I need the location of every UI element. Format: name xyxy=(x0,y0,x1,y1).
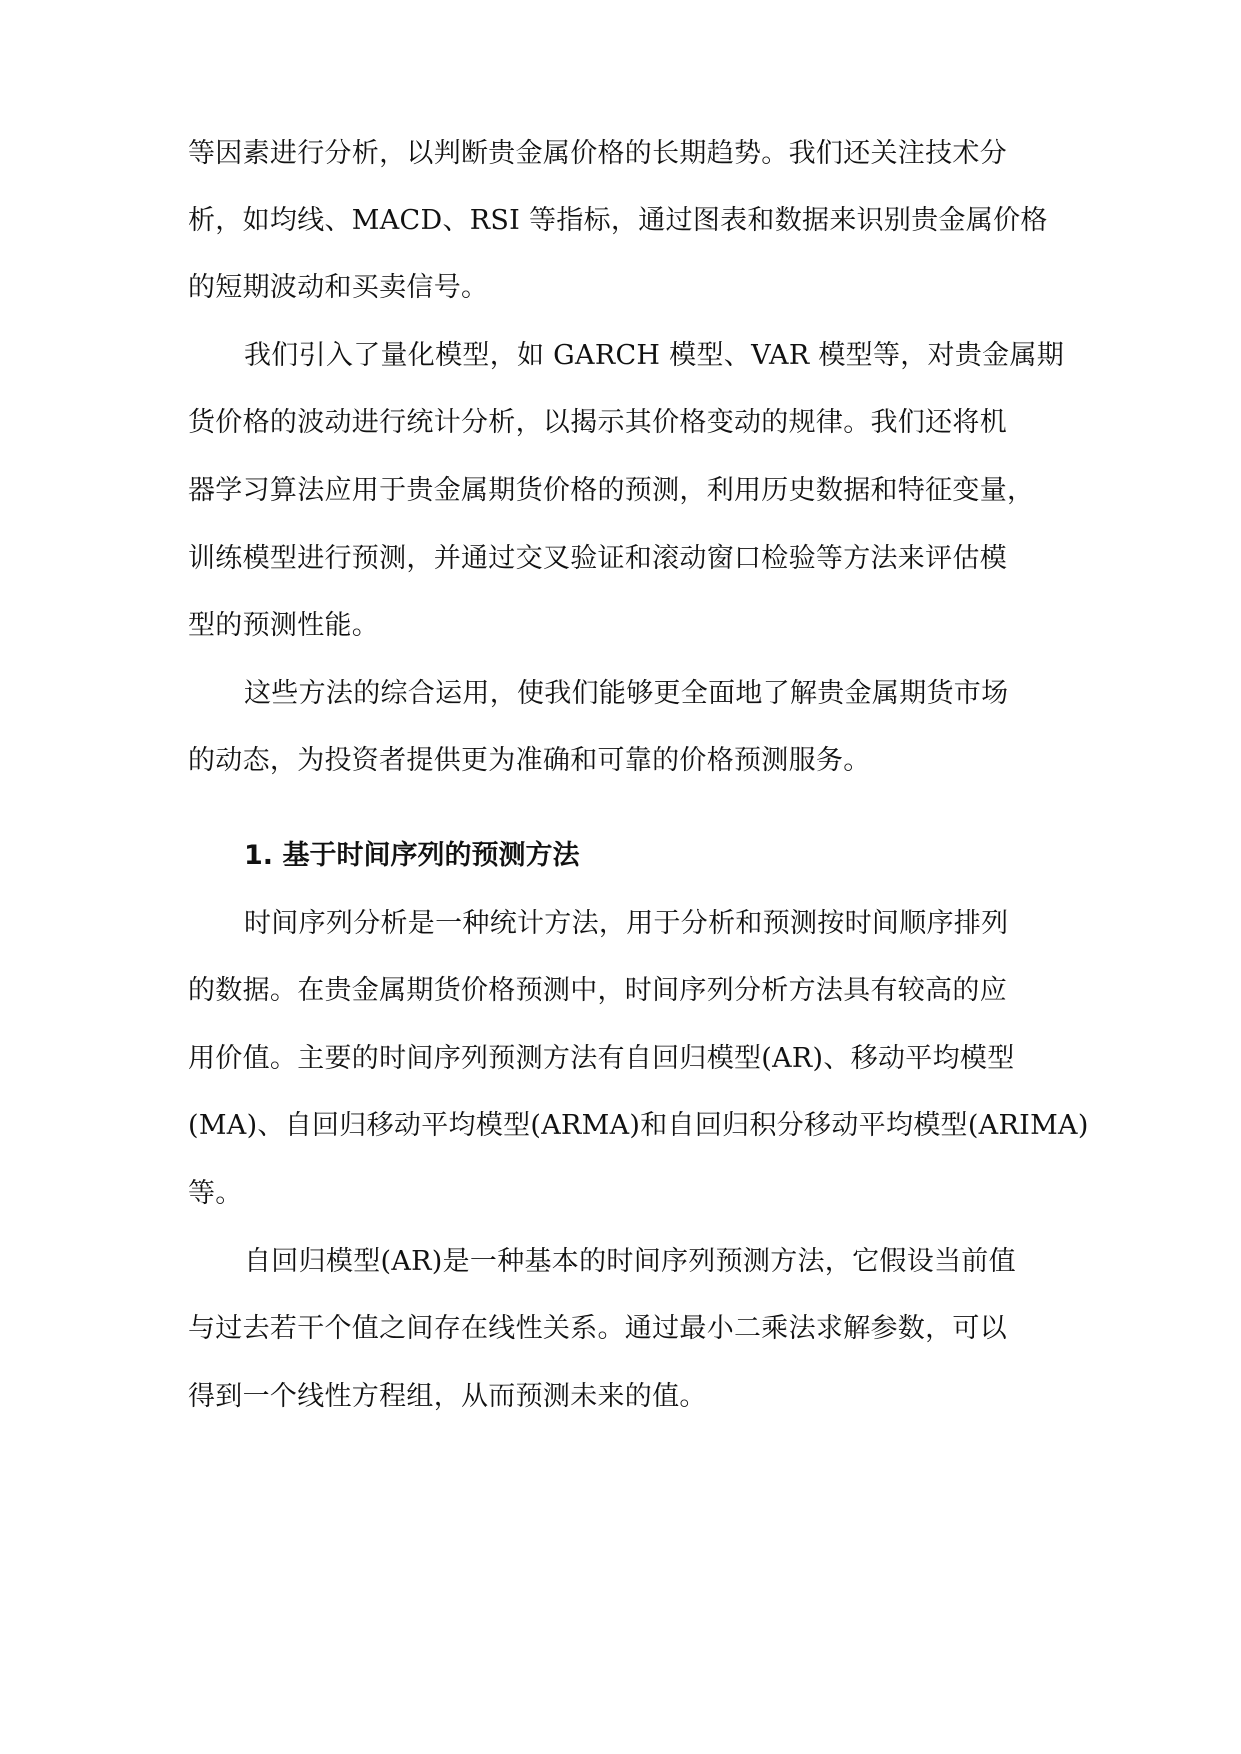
paragraph-2-line-1: 我们引入了量化模型，如 GARCH 模型、VAR 模型等，对贵金属期 xyxy=(244,340,1065,371)
paragraph-3-line-1: 这些方法的综合运用，使我们能够更全面地了解贵金属期货市场 xyxy=(244,678,1009,709)
paragraph-2-line-2: 货价格的波动进行统计分析，以揭示其价格变动的规律。我们还将机 xyxy=(188,407,1007,438)
paragraph-3-line-2: 的动态，为投资者提供更为准确和可靠的价格预测服务。 xyxy=(188,745,871,776)
paragraph-4-line-3: 用价值。主要的时间序列预测方法有自回归模型(AR)、移动平均模型 xyxy=(188,1043,1015,1074)
paragraph-5-line-2: 与过去若干个值之间存在线性关系。通过最小二乘法求解参数，可以 xyxy=(188,1313,1007,1344)
paragraph-4-line-1: 时间序列分析是一种统计方法，用于分析和预测按时间顺序排列 xyxy=(244,908,1009,939)
paragraph-2-line-5: 型的预测性能。 xyxy=(188,610,380,641)
paragraph-1-line-1: 等因素进行分析，以判断贵金属价格的长期趋势。我们还关注技术分 xyxy=(188,138,1007,169)
paragraph-4-line-5: 等。 xyxy=(188,1178,243,1209)
paragraph-2-line-4: 训练模型进行预测，并通过交叉验证和滚动窗口检验等方法来评估模 xyxy=(188,543,1007,574)
paragraph-1-line-3: 的短期波动和买卖信号。 xyxy=(188,272,489,303)
paragraph-1-line-2: 析，如均线、MACD、RSI 等指标，通过图表和数据来识别贵金属价格 xyxy=(188,205,1048,236)
paragraph-4-line-2: 的数据。在贵金属期货价格预测中，时间序列分析方法具有较高的应 xyxy=(188,975,1007,1006)
paragraph-5-line-3: 得到一个线性方程组，从而预测未来的值。 xyxy=(188,1381,707,1412)
section-heading: 1. 基于时间序列的预测方法 xyxy=(244,840,580,871)
paragraph-4-line-4: (MA)、自回归移动平均模型(ARMA)和自回归积分移动平均模型(ARIMA) xyxy=(188,1110,1089,1141)
paragraph-5-line-1: 自回归模型(AR)是一种基本的时间序列预测方法，它假设当前值 xyxy=(244,1246,1016,1277)
paragraph-2-line-3: 器学习算法应用于贵金属期货价格的预测，利用历史数据和特征变量， xyxy=(188,475,1035,506)
